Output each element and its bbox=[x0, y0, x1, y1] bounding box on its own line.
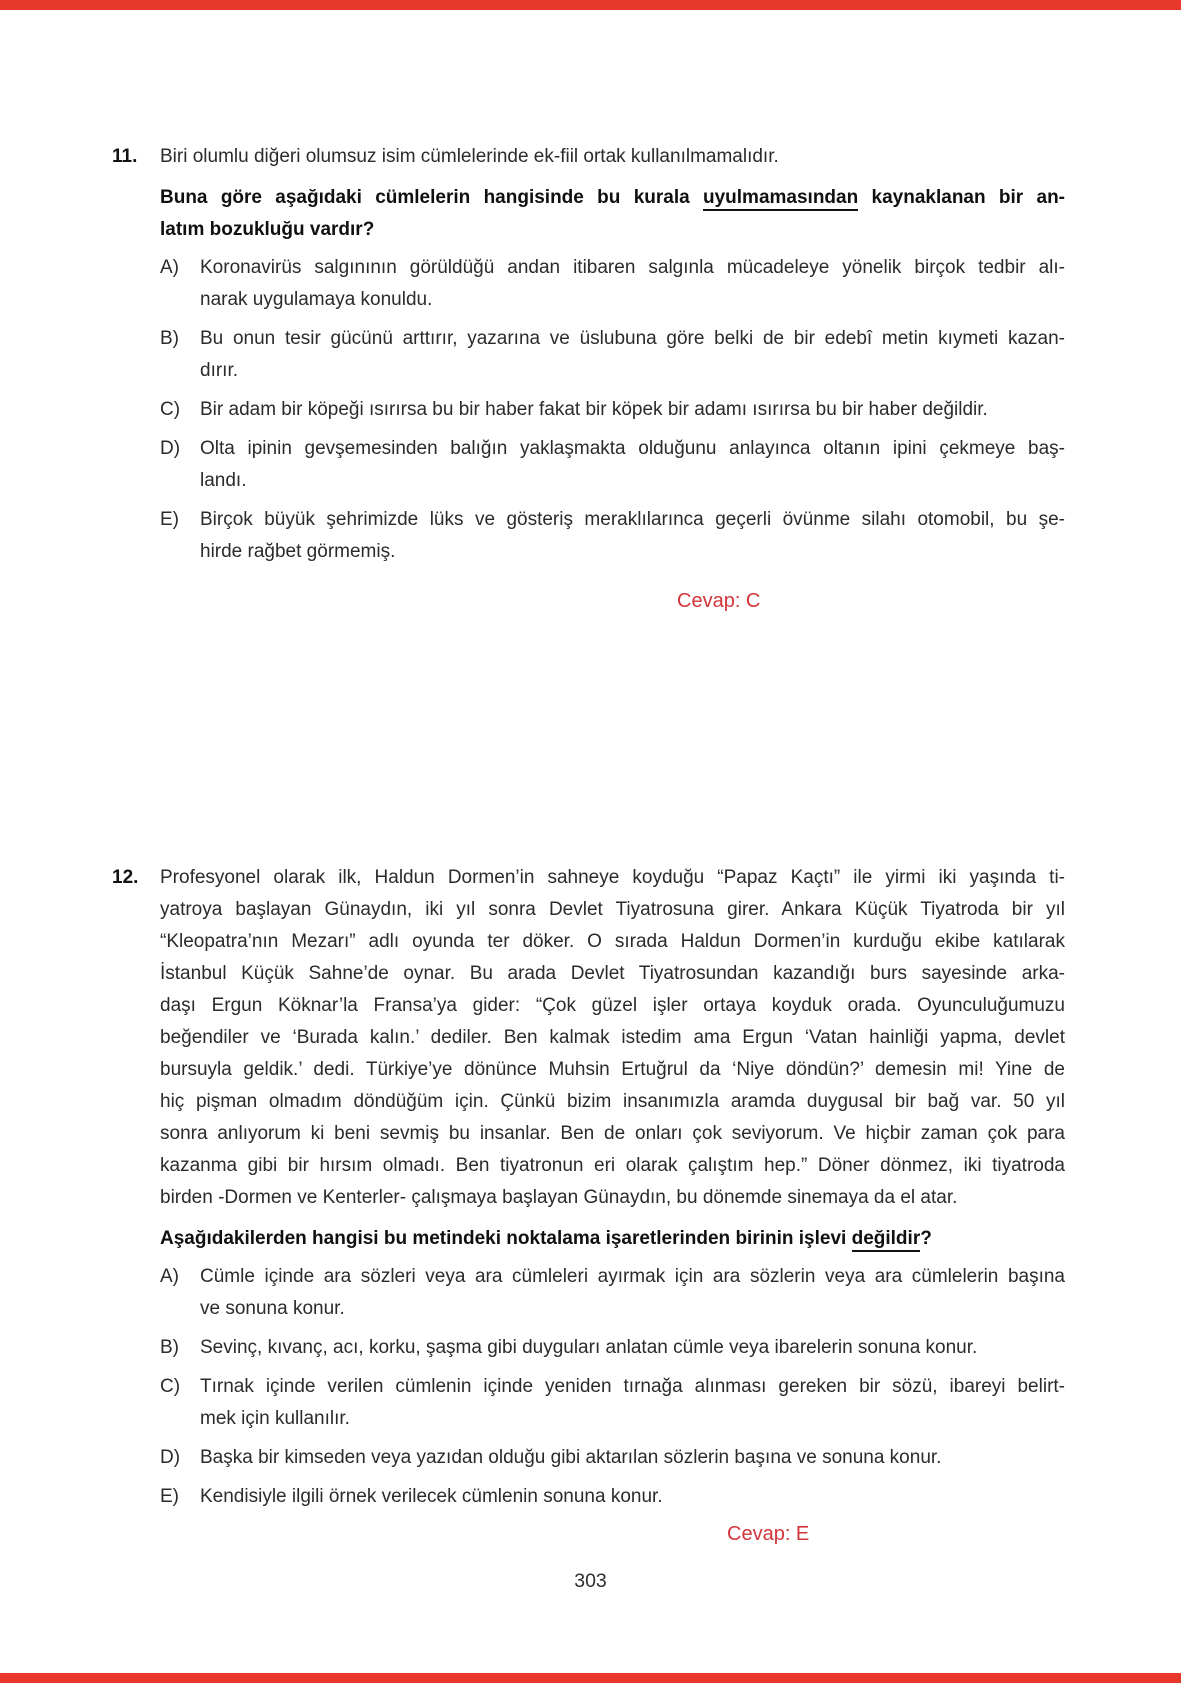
option-text bbox=[200, 1371, 1065, 1435]
option-text bbox=[200, 1442, 1065, 1474]
option-e bbox=[160, 1481, 1065, 1513]
option-e bbox=[160, 504, 1065, 568]
option-letter: C) bbox=[160, 399, 181, 420]
option-text bbox=[200, 1481, 1065, 1513]
option-letter: C) bbox=[160, 1376, 181, 1397]
passage-line: yatroya başlayan Günaydın, iki yıl sonra Devlet Tiyatrosuna girer. Ankara Küçük Tiyatroda bir yıl bbox=[160, 899, 1065, 920]
option-line: Birçok büyük şehrimizde lüks ve gösteriş meraklılarınca geçerli övünme silahı otomobil, bu şe- bbox=[200, 509, 1065, 530]
answer-key-q12: Cevap: E bbox=[727, 1523, 810, 1545]
option-line: Kendisiyle ilgili örnek verilecek cümlenin sonuna konur. bbox=[200, 1486, 663, 1507]
option-a bbox=[160, 252, 1065, 316]
option-line: Bir adam bir köpeği ısırırsa bu bir haber fakat bir köpek bir adamı ısırırsa bu bir haber değildir. bbox=[200, 399, 988, 420]
option-line: Tırnak içinde verilen cümlenin içinde yeniden tırnağa alınması gereken bir sözü, ibareyi belirt- bbox=[200, 1376, 1065, 1397]
prompt-text: kaynaklanan bir an- bbox=[858, 187, 1066, 208]
prompt-text: Buna göre aşağıdaki cümlelerin hangisinde bu kurala bbox=[160, 187, 703, 208]
option-line: Sevinç, kıvanç, acı, korku, şaşma gibi duyguları anlatan cümle veya ibarelerin sonuna konur. bbox=[200, 1337, 978, 1358]
option-line: hirde rağbet görmemiş. bbox=[200, 541, 396, 562]
question-11-number: 11. bbox=[112, 146, 138, 167]
question-11-prompt-line2: latım bozukluğu vardır? bbox=[160, 219, 375, 240]
passage-line: İstanbul Küçük Sahne’de oynar. Bu arada Devlet Tiyatrosundan kazandığı burs sayesinde arka- bbox=[160, 963, 1065, 984]
question-11-prompt-line1 bbox=[160, 182, 1065, 214]
question-11-prompt bbox=[160, 182, 1065, 246]
option-line: Cümle içinde ara sözleri veya ara cümleleri ayırmak için ara sözlerin veya ara cümlelerin başına bbox=[200, 1266, 1065, 1287]
option-line: Bu onun tesir gücünü arttırır, yazarına ve üslubuna göre belki de bir edebî metin kıymeti kazan- bbox=[200, 328, 1065, 349]
question-12-passage bbox=[160, 862, 1065, 1214]
option-letter: A) bbox=[160, 257, 179, 278]
question-11 bbox=[112, 141, 1066, 575]
underlined-term: uyulmamasından bbox=[703, 187, 858, 211]
passage-line: Profesyonel olarak ilk, Haldun Dormen’in sahneye koyduğu “Papaz Kaçtı” ile yirmi iki yaşında ti- bbox=[160, 867, 1065, 888]
option-line: Koronavirüs salgınının görüldüğü andan itibaren salgınla mücadeleye yönelik birçok tedbir alı- bbox=[200, 257, 1065, 278]
option-text bbox=[200, 504, 1065, 568]
option-b bbox=[160, 1332, 1065, 1364]
option-c bbox=[160, 1371, 1065, 1435]
option-b bbox=[160, 323, 1065, 387]
page-number: 303 bbox=[574, 1570, 607, 1592]
prompt-text: ? bbox=[920, 1228, 932, 1249]
passage-line: birden -Dormen ve Kenterler- çalışmaya başlayan Günaydın, bu dönemde sinemaya da el atar. bbox=[160, 1187, 958, 1208]
option-letter: B) bbox=[160, 1337, 179, 1358]
passage-line: “Kleopatra’nın Mezarı” adlı oyunda ter döker. O sırada Haldun Dormen’in kurduğu ekibe katılarak bbox=[160, 931, 1065, 952]
option-text bbox=[200, 323, 1065, 387]
bottom-border-bar bbox=[0, 1673, 1181, 1683]
option-letter: E) bbox=[160, 1486, 179, 1507]
passage-line: bursuyla geldik.’ dedi. Türkiye’ye dönünce Muhsin Ertuğrul da ‘Niye döndün?’ demesin mi! Yine de bbox=[160, 1059, 1065, 1080]
option-letter: D) bbox=[160, 438, 181, 459]
passage-line: beğendiler ve ‘Burada kalın.’ dediler. Ben kalmak istedim ama Ergun ‘Vatan hainliği yapma, devlet bbox=[160, 1027, 1065, 1048]
option-d bbox=[160, 433, 1065, 497]
option-text bbox=[200, 1332, 1065, 1364]
option-text bbox=[200, 394, 1065, 426]
option-line: Olta ipinin gevşemesinden balığın yaklaşmakta olduğunu anlayınca oltanın ipini çekmeye baş- bbox=[200, 438, 1065, 459]
passage-line: daşı Ergun Köknar’la Fransa’ya gider: “Çok güzel işler ortaya koyduk orada. Oyunculuğumuzu bbox=[160, 995, 1065, 1016]
question-11-stem: Biri olumlu diğeri olumsuz isim cümlelerinde ek-fiil ortak kullanılmamalıdır. bbox=[160, 146, 779, 167]
top-border-bar bbox=[0, 0, 1181, 10]
option-line: Başka bir kimseden veya yazıdan olduğu gibi aktarılan sözlerin başına ve sonuna konur. bbox=[200, 1447, 942, 1468]
option-letter: D) bbox=[160, 1447, 181, 1468]
question-12-number: 12. bbox=[112, 867, 139, 888]
option-letter: E) bbox=[160, 509, 179, 530]
passage-line: kazanma gibi bir hırsım olmadı. Ben tiyatronun eri olarak çalıştım hep.” Döner dönmez, iki tiyatroda bbox=[160, 1155, 1065, 1176]
prompt-text: Aşağıdakilerden hangisi bu metindeki noktalama işaretlerinden birinin işlevi bbox=[160, 1228, 852, 1249]
question-12-prompt-line bbox=[160, 1223, 1065, 1255]
option-a bbox=[160, 1261, 1065, 1325]
option-c bbox=[160, 394, 1065, 426]
option-d bbox=[160, 1442, 1065, 1474]
option-text bbox=[200, 1261, 1065, 1325]
option-line: mek için kullanılır. bbox=[200, 1408, 350, 1429]
passage-line: sonra anlıyorum ki beni sevmiş bu insanlar. Ben de onları çok seviyorum. Ve hiçbir zaman çok para bbox=[160, 1123, 1065, 1144]
question-11-options bbox=[160, 252, 1065, 568]
option-letter: A) bbox=[160, 1266, 179, 1287]
question-12 bbox=[112, 862, 1065, 1520]
answer-key-q11: Cevap: C bbox=[677, 590, 761, 612]
option-line: ve sonuna konur. bbox=[200, 1298, 345, 1319]
option-line: landı. bbox=[200, 470, 247, 491]
option-letter: B) bbox=[160, 328, 179, 349]
passage-line: hiç pişman olmadım döndüğüm için. Çünkü bizim insanımızla aramda duygusal bir bağ var. 50 yıl bbox=[160, 1091, 1065, 1112]
option-line: dırır. bbox=[200, 360, 239, 381]
question-12-options bbox=[160, 1261, 1065, 1513]
option-text bbox=[200, 252, 1065, 316]
option-line: narak uygulamaya konuldu. bbox=[200, 289, 433, 310]
question-12-prompt bbox=[160, 1223, 1065, 1255]
option-text bbox=[200, 433, 1065, 497]
underlined-term: değildir bbox=[852, 1228, 921, 1252]
